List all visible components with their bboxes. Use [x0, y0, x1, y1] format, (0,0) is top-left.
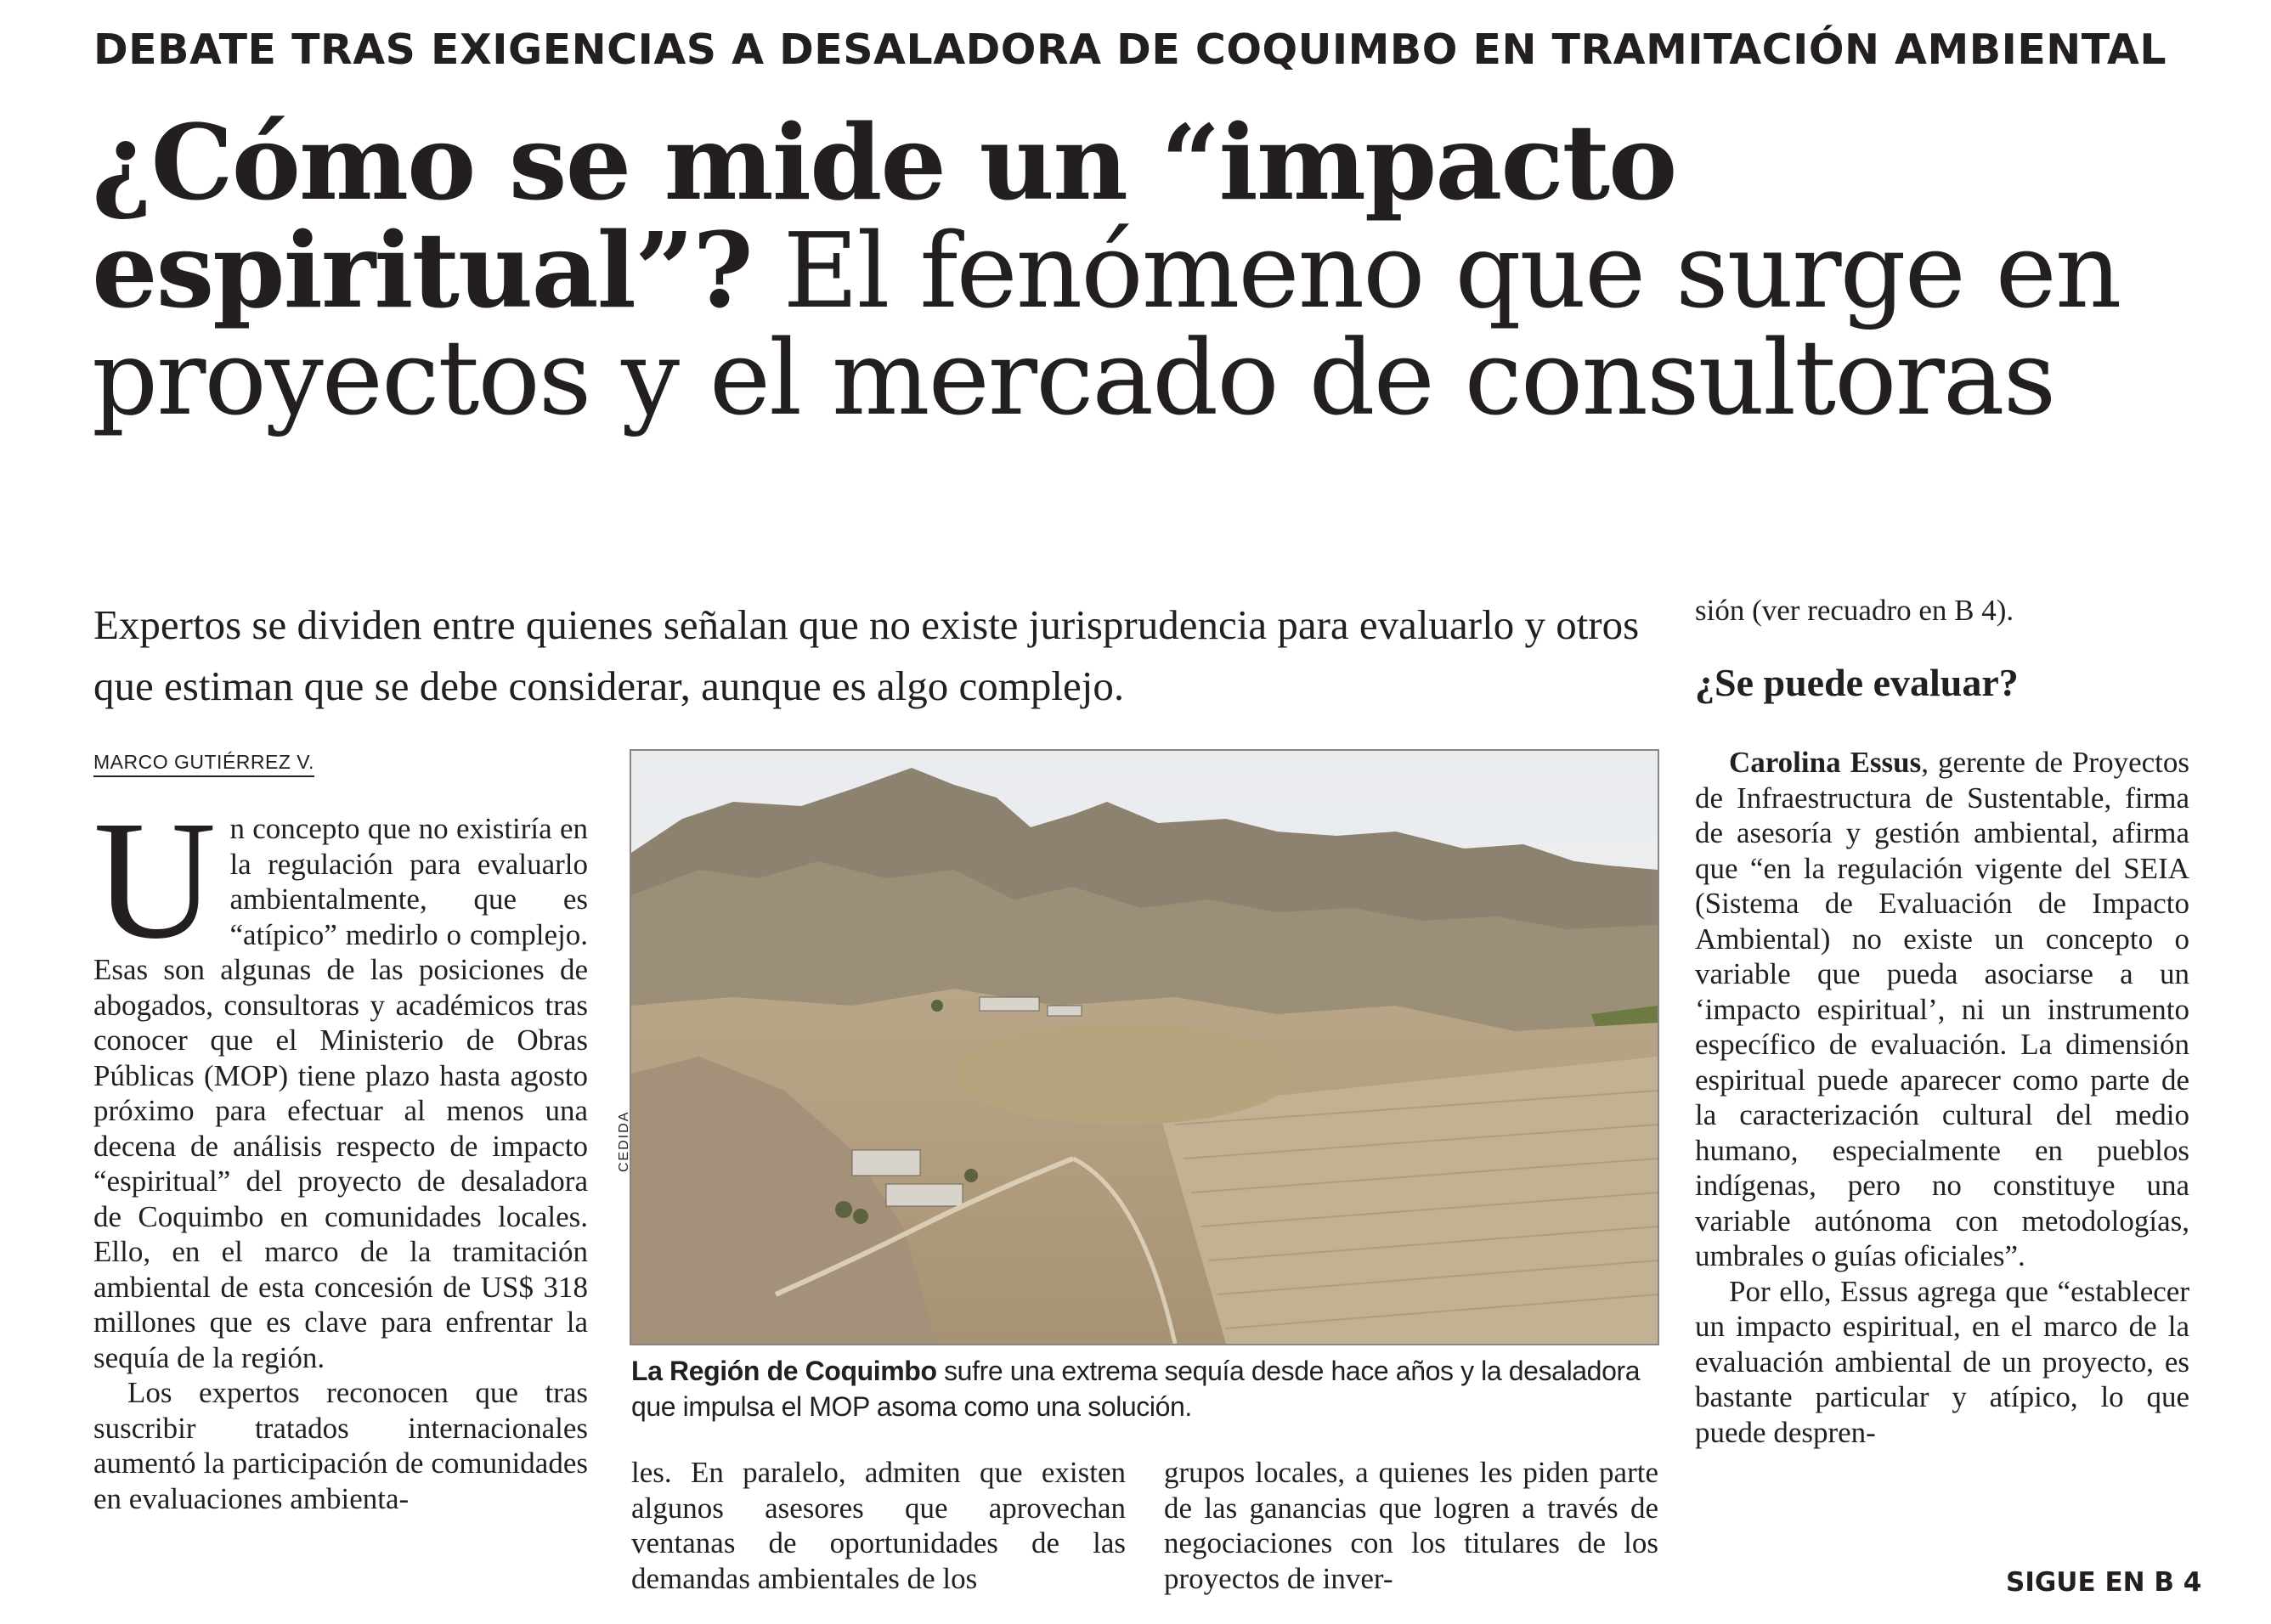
subhead: ¿Se puede evaluar?: [1695, 661, 2019, 704]
byline: MARCO GUTIÉRREZ V.: [93, 751, 314, 777]
landscape-image: [631, 751, 1658, 1344]
kicker: DEBATE TRAS EXIGENCIAS A DESALADORA DE COQUIMBO EN TRAMITACIÓN AMBIENTAL: [93, 25, 2167, 74]
paragraph-5: [1695, 745, 2189, 1274]
paragraph-4: grupos locales, a quienes les piden parte de las ganancias que logren a través de negociaciones con los titulares de los proyectos de inver-: [1164, 1456, 1658, 1595]
article-column-1: [93, 787, 588, 1516]
caption-text: sufre una extrema sequía desde hace años y la desaladora que impulsa el MOP asoma como una solución.: [631, 1356, 1641, 1422]
headline: [92, 101, 2233, 438]
photo-caption: [631, 1353, 1659, 1424]
photo-coquimbo-landscape: [631, 751, 1658, 1344]
article-column-3: [631, 1455, 1126, 1596]
paragraph-1: [93, 787, 588, 1375]
headline-bold-2: espiritual”?: [92, 209, 752, 331]
paragraph-6: Por ello, Essus agrega que “establecer un impacto espiritual, en el marco de la evaluación ambiental de un proyecto, es bastante particular y atípico, lo que puede despren-: [1695, 1274, 2189, 1449]
caption-lead: La Región de Coquimbo: [631, 1356, 937, 1386]
source-name: Carolina Essus: [1729, 746, 1922, 779]
deck: Expertos se dividen entre quienes señalan que no existe jurisprudencia para evaluarlo y otros que estiman que se debe considerar, aunque es algo complejo.: [93, 601, 1640, 709]
article-column-4: [1164, 1455, 1658, 1596]
paragraph-2: Los expertos reconocen que tras suscribir tratados internacionales aumentó la participación de comunidades en evaluaciones ambienta-: [93, 1376, 588, 1515]
deck-continuation: sión (ver recuadro en B 4).: [1695, 594, 2014, 627]
paragraph-1-text: n concepto que no existiría en la regulación para evaluarlo ambientalmente, que es “atípico” medirlo o complejo. Esas son algunas de las posiciones de abogados, consultoras y académicos tras conocer que el Ministerio de Obras Públicas (MOP) tiene plazo hasta agosto próximo para efectuar al menos una decena de análisis respecto de impacto “espiritual” del proyecto de desaladora de Coquimbo en comunidades locales. Ello, en el marco de la tramitación ambiental de esta concesión de US$ 318 millones que es clave para enfrentar la sequía de la región.: [93, 812, 588, 1374]
headline-light-2: proyectos y el mercado de consultoras: [92, 318, 2055, 438]
paragraph-5-text: , gerente de Proyectos de Infraestructura de Sustentable, firma de asesoría y gestión ambiental, afirma que “en la regulación vigente del SEIA (Sistema de Evaluación de Impacto Ambiental) no existe un concepto o variable que pueda asociarse a un ‘impacto espiritual’, ni un instrumento específico de evaluación. La dimensión espiritual puede aparecer como parte de la caracterización cultural del medio humano, especialmente en pueblos indígenas, pero no constituye una variable autónoma con metodologías, umbrales o guías oficiales”.: [1695, 746, 2189, 1272]
paragraph-3: les. En paralelo, admiten que existen algunos asesores que aprovechan ventanas de oportunidades de las demandas ambientales de los: [631, 1456, 1126, 1595]
headline-bold-1: ¿Cómo se mide un “impacto: [92, 101, 1676, 223]
headline-light-1: El fenómeno que surge en: [751, 211, 2121, 331]
article-column-5: [1695, 745, 2189, 1450]
drop-cap: U: [93, 787, 217, 974]
photo-credit: CEDIDA: [617, 1110, 631, 1172]
continued-on-label: SIGUE EN B 4: [2006, 1567, 2202, 1598]
